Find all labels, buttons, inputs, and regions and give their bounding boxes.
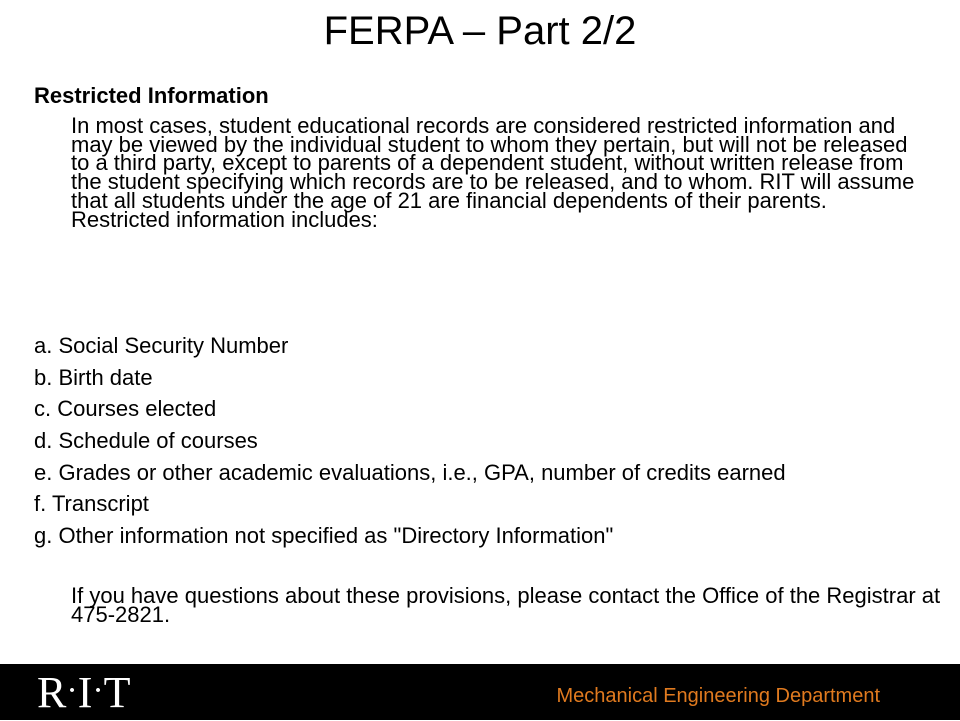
- list-item-transcript: f. Transcript: [34, 491, 149, 517]
- list-item-schedule: d. Schedule of courses: [34, 427, 258, 453]
- restricted-info-list: [34, 333, 786, 555]
- rit-logo-separator-dot: ·: [92, 672, 104, 709]
- list-item-birth-date: b. Birth date: [34, 364, 153, 390]
- department-name: Mechanical Engineering Department: [556, 685, 880, 707]
- slide-title: FERPA – Part 2/2: [323, 9, 637, 53]
- rit-logo-letter-i: I: [77, 668, 93, 717]
- list-item-other-info: g. Other information not specified as "Directory Information": [34, 522, 614, 548]
- closing-paragraph: If you have questions about these provisions, please contact the Office of the Registrar at 475-2821.: [71, 583, 941, 627]
- footer-bar: [0, 664, 960, 720]
- rit-logo-separator-dot: ·: [66, 672, 78, 709]
- rit-logo-letter-t: T: [103, 668, 131, 717]
- intro-paragraph: In most cases, student educational records are considered restricted information and may be viewed by the individual student to whom they pertain, but will not be released to a third party, except to parents of a dependent student, without written release from the student specifying which records are to be released, and to whom. RIT will assume that all students under the age of 21 are financial dependents of their parents. Restricted information includes:: [71, 113, 915, 232]
- rit-logo: [37, 669, 131, 717]
- list-item-ssn: a. Social Security Number: [34, 333, 289, 358]
- section-heading: Restricted Information: [34, 83, 269, 108]
- rit-logo-letter-r: R: [37, 668, 67, 717]
- list-item-courses-elected: c. Courses elected: [34, 396, 217, 422]
- list-item-grades: e. Grades or other academic evaluations, i.e., GPA, number of credits earned: [34, 459, 786, 485]
